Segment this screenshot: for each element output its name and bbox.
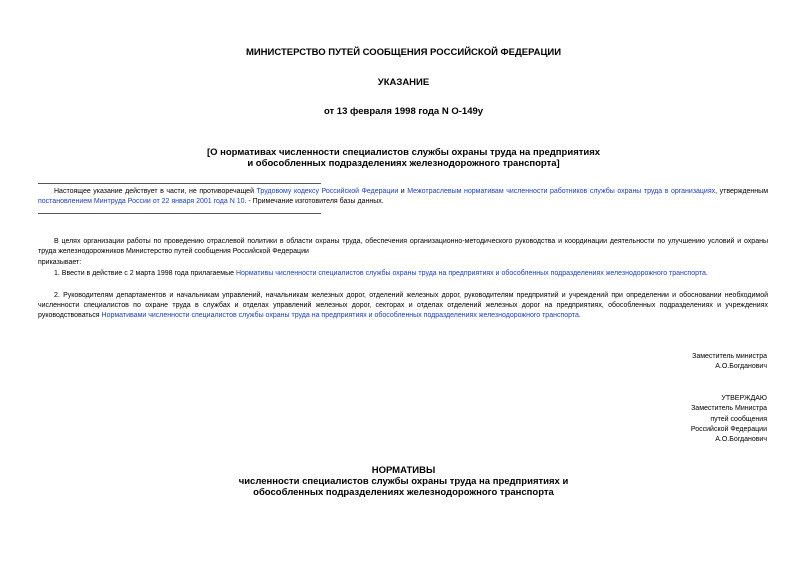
- editor-note: [38, 187, 768, 207]
- signature-position: Заместитель министра: [692, 353, 767, 360]
- doc-type-heading: УКАЗАНИЕ: [377, 77, 430, 88]
- norms-title: НОРМАТИВЫ: [371, 465, 436, 476]
- item-1: [38, 269, 768, 279]
- norms-subtitle-1: численности специалистов службы охраны труда на предприятиях и: [238, 476, 569, 487]
- note-text-3: , утвержденным: [715, 188, 769, 195]
- item-1-text: 1. Ввести в действие с 2 марта 1998 года прилагаемые: [54, 270, 236, 277]
- norms-subtitle-2: обособленных подразделениях железнодорожного транспорта: [253, 487, 554, 498]
- note-top-rule: [38, 183, 321, 184]
- norms-link-2[interactable]: Нормативами численности специалистов службы охраны труда на предприятиях и обособленных подразделениях железнодорожного транспорта: [101, 312, 579, 319]
- note-bottom-rule: [38, 213, 321, 214]
- approval-position-1: Заместитель Министра: [691, 405, 767, 413]
- doc-title-line2: и обособленных подразделениях железнодорожного транспорта]: [247, 158, 560, 169]
- doc-date-number: от 13 февраля 1998 года N О-149у: [323, 106, 484, 117]
- approval-position-2: путей сообщения: [710, 415, 767, 423]
- approval-block: [691, 394, 767, 445]
- doc-title-line1: [О нормативах численности специалистов службы охраны труда на предприятиях: [206, 147, 601, 158]
- ministry-heading: МИНИСТЕРСТВО ПУТЕЙ СООБЩЕНИЯ РОССИЙСКОЙ ФЕДЕРАЦИИ: [245, 47, 562, 58]
- labor-code-link[interactable]: Трудовому кодексу Российской Федерации: [256, 188, 399, 195]
- approval-word: УТВЕРЖДАЮ: [721, 395, 767, 402]
- note-text-4: . - Примечание изготовителя базы данных.: [244, 198, 384, 205]
- note-text-2: и: [398, 188, 408, 195]
- orders-line: приказывает:: [38, 259, 82, 266]
- mintrud-resolution-link[interactable]: постановлением Минтруда России от 22 января 2001 года N 10: [38, 198, 245, 205]
- item-2: [38, 291, 768, 321]
- intro-paragraph: В целях организации работы по проведению отраслевой политики в области охраны труда, обеспечения организационно-методического руководства и координации деятельности по улучшению условий и охраны труда железнодорожников Министерство путей сообщения Российской Федерации: [38, 238, 768, 255]
- signature-block: [692, 352, 767, 373]
- note-text-1: Настоящее указание действует в части, не противоречащей: [54, 188, 257, 195]
- item-2-text: 2. Руководителям департаментов и начальникам управлений, начальникам железных дорог, отделений железных дорог, руководителям предприятий и учреждений при определении и обосновании необходимой численности специалистов по охране труда в службах и отделах управлений железных дорог, секторах и отделах отделений железных дорог на предприятиях, обособленных подразделениях и учреждениях руководствоваться: [38, 292, 768, 319]
- signature-name: А.О.Богданович: [715, 363, 767, 371]
- approval-name: А.О.Богданович: [715, 436, 767, 444]
- item-2-end: .: [578, 312, 581, 319]
- item-1-end: .: [705, 270, 708, 277]
- norms-link-1[interactable]: Нормативы численности специалистов службы охраны труда на предприятиях и обособленных подразделениях железнодорожного транспорта: [235, 270, 706, 277]
- approval-position-3: Российской Федерации: [690, 425, 767, 433]
- intersectoral-norms-link[interactable]: Межотраслевым нормативам численности работников службы охраны труда в организациях: [407, 188, 716, 195]
